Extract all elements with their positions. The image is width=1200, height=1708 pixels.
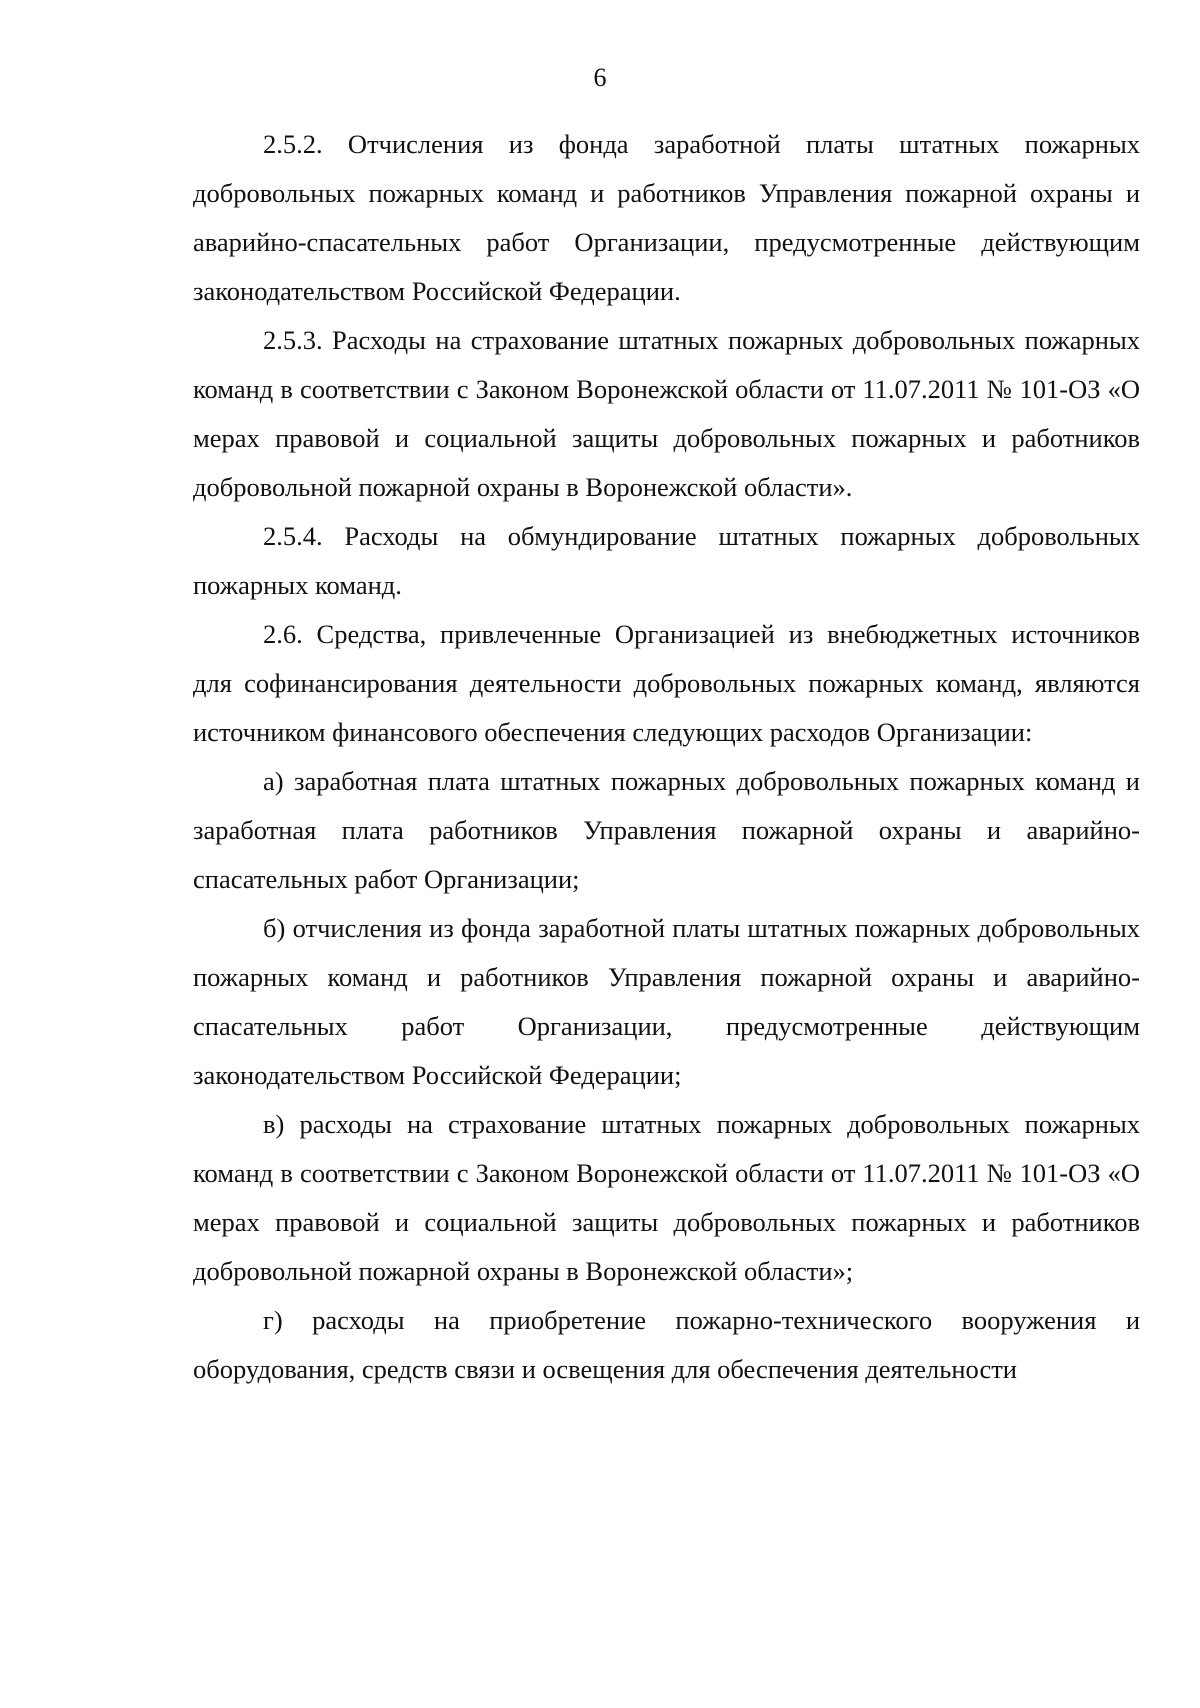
paragraph-2-6: 2.6. Средства, привлеченные Организацией из внебюджетных источников для софинансирования деятельности добровольных пожарных команд, являются источником финансового обеспечения следующих расходов Организации: (193, 619, 1140, 747)
list-item-a: а) заработная плата штатных пожарных добровольных пожарных команд и заработная плата работников Управления пожарной охраны и аварийно-спасательных работ Организации; (193, 766, 1140, 894)
list-item-b: б) отчисления из фонда заработной платы штатных пожарных добровольных пожарных команд и работников Управления пожарной охраны и аварийно-спасательных работ Организации, предусмотренные действующим законодательством Российской Федерации; (193, 913, 1140, 1090)
list-item-v: в) расходы на страхование штатных пожарных добровольных пожарных команд в соответствии с Законом Воронежской области от 11.07.2011 № 101-ОЗ «О мерах правовой и социальной защиты добровольных пожарных и работников добровольной пожарной охраны в Воронежской области»; (193, 1109, 1140, 1286)
list-item-g: г) расходы на приобретение пожарно-технического вооружения и оборудования, средств связи и освещения для обеспечения деятельности (193, 1305, 1140, 1384)
paragraph-2-5-4: 2.5.4. Расходы на обмундирование штатных пожарных добровольных пожарных команд. (193, 521, 1140, 600)
document-body (193, 120, 1140, 1394)
page-number: 6 (593, 63, 607, 92)
paragraph-2-5-2: 2.5.2. Отчисления из фонда заработной платы штатных пожарных добровольных пожарных команд и работников Управления пожарной охраны и аварийно-спасательных работ Организации, предусмотренные действующим законодательством Российской Федерации. (193, 129, 1140, 306)
paragraph-2-5-3: 2.5.3. Расходы на страхование штатных пожарных добровольных пожарных команд в соответствии с Законом Воронежской области от 11.07.2011 № 101-ОЗ «О мерах правовой и социальной защиты добровольных пожарных и работников добровольной пожарной охраны в Воронежской области». (193, 325, 1140, 502)
